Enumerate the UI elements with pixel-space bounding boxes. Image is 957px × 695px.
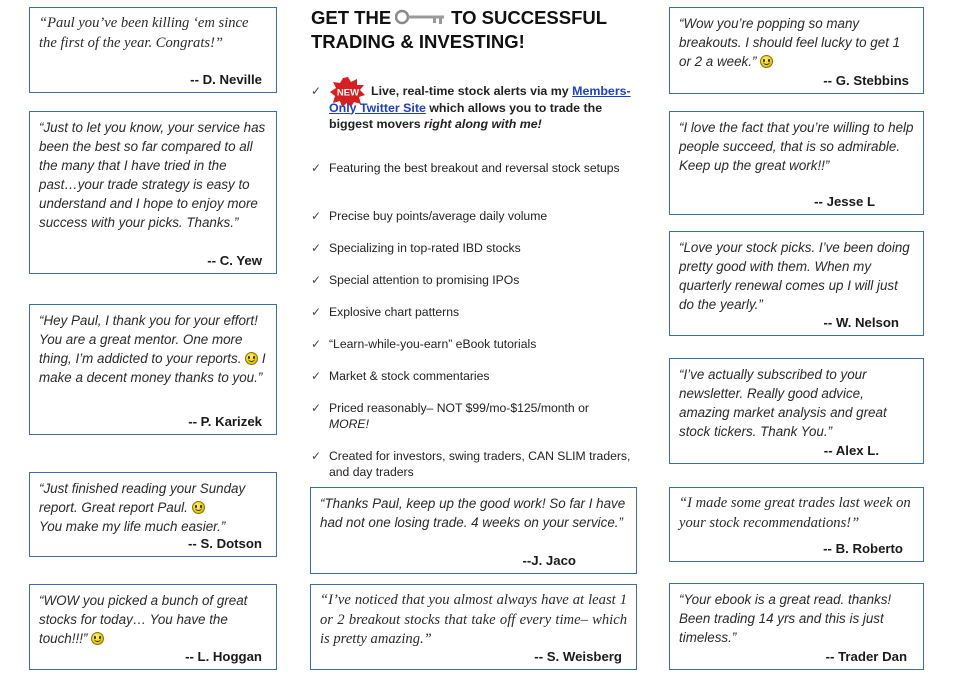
testimonial-quote: “Just to let you know, your service has been the best so far compared to all the many that I have tried in the past…your trade strategy is easy to understand and I hope to enjoy more success with your picks. Thanks.”: [39, 120, 266, 230]
feature-text: Created for investors, swing traders, CAN SLIM traders, and day traders: [329, 449, 631, 479]
testimonial-quote: [39, 311, 267, 387]
feature-text: [329, 83, 636, 133]
testimonial-author: -- C. Yew: [207, 253, 262, 268]
testimonial-card: [29, 7, 277, 93]
feature-text: Featuring the best breakout and reversal stock setups: [329, 161, 620, 175]
testimonial-card: [669, 487, 924, 562]
testimonial-author: -- Trader Dan: [825, 649, 907, 664]
headline-text: TRADING & INVESTING!: [311, 31, 525, 52]
testimonial-card: [29, 472, 277, 557]
testimonial-author: -- W. Nelson: [823, 315, 899, 330]
testimonial-author: --J. Jaco: [522, 553, 576, 568]
testimonial-quote: “Love your stock picks. I’ve been doing pretty good with them. When my quarterly renewal comes up I will just do the yearly.”: [679, 240, 910, 312]
checkmark-icon: ✓: [311, 241, 322, 255]
testimonial-card: [29, 304, 277, 435]
testimonial-author: -- S. Weisberg: [534, 649, 622, 664]
feature-text: [329, 400, 636, 432]
quote-text: “WOW you picked a bunch of great stocks for today… You have the touch!!!”: [39, 593, 248, 646]
checkmark-icon: ✓: [311, 449, 322, 463]
testimonial-card: [669, 111, 924, 215]
feature-text: Special attention to promising IPOs: [329, 273, 520, 287]
checkmark-icon: ✓: [311, 337, 322, 351]
testimonial-author: -- P. Karizek: [188, 414, 262, 429]
quote-text: “Just finished reading your Sunday report. Great report Paul.: [39, 481, 246, 515]
checkmark-icon: ✓: [311, 161, 322, 175]
testimonial-quote: “I’ve actually subscribed to your newsletter. Really good advice, amazing market analysis and great stock tickers. Thank You.”: [679, 367, 887, 439]
testimonial-quote: “Your ebook is a great read. thanks! Been trading 14 yrs and this is just timeless.”: [679, 592, 892, 645]
smiley-icon: [192, 501, 205, 514]
smiley-icon: [760, 55, 773, 68]
testimonial-card: [29, 584, 277, 670]
checkmark-icon: ✓: [311, 273, 322, 287]
list-item: [311, 83, 636, 153]
testimonial-quote: [39, 479, 267, 536]
page-title: [311, 6, 641, 53]
testimonial-author: -- Jesse L: [814, 194, 875, 209]
quote-text: I make a decent money thanks to you.”: [39, 351, 266, 385]
smiley-icon: [91, 632, 104, 645]
testimonial-card: [669, 231, 924, 336]
checkmark-icon: ✓: [311, 305, 322, 319]
feature-text-part: right along with me!: [424, 117, 542, 131]
testimonial-author: -- S. Dotson: [188, 536, 262, 551]
badge-text: NEW: [336, 87, 360, 99]
testimonial-card: [310, 584, 637, 670]
testimonial-author: -- Alex L.: [823, 443, 879, 458]
testimonial-quote: “I made some great trades last week on your stock recommendations!”: [679, 495, 911, 531]
testimonial-card: [669, 7, 924, 94]
quote-text: “Hey Paul, I thank you for your effort! You are a great mentor. One more thing, I’m addicted to your reports.: [39, 313, 258, 366]
headline-text: GET THE: [311, 7, 392, 28]
testimonial-card: [669, 583, 924, 670]
checkmark-icon: ✓: [311, 369, 322, 383]
feature-text: “Learn-while-you-earn” eBook tutorials: [329, 337, 537, 351]
feature-text: Specializing in top-rated IBD stocks: [329, 241, 521, 255]
quote-text: “Wow you’re popping so many breakouts. I should feel lucky to get 1 or 2 a week.”: [679, 16, 901, 69]
feature-text: Precise buy points/average daily volume: [329, 209, 548, 223]
checkmark-icon: ✓: [311, 209, 322, 223]
smiley-icon: [245, 352, 258, 365]
testimonial-author: -- L. Hoggan: [185, 649, 262, 664]
testimonial-quote: “Paul you’ve been killing ‘em since the first of the year. Congrats!”: [39, 15, 249, 51]
twitter-site-link[interactable]: Members-Only Twitter Site: [329, 84, 631, 115]
testimonial-card: [669, 358, 924, 464]
key-icon: [395, 7, 447, 30]
testimonial-quote: [679, 14, 914, 71]
testimonial-author: -- D. Neville: [190, 72, 262, 87]
headline-text: TO SUCCESSFUL: [451, 7, 608, 28]
testimonial-quote: “I love the fact that you’re willing to help people succeed, that is so admirable. Keep up the great work!!”: [679, 120, 914, 173]
testimonial-author: -- G. Stebbins: [823, 73, 909, 88]
feature-text-part: MORE!: [329, 417, 369, 431]
feature-text-part: Live, real-time stock alerts via my: [371, 84, 569, 98]
testimonial-card: [310, 487, 637, 574]
feature-text-part: Priced reasonably– NOT $99/mo-$125/month or: [329, 401, 589, 415]
quote-text: You make my life much easier.”: [39, 519, 226, 534]
checkmark-icon: ✓: [311, 401, 322, 415]
testimonial-quote: “I’ve noticed that you almost always have at least 1 or 2 breakout stocks that take off every time– which is pretty amazing.”: [320, 592, 627, 647]
feature-text: Market & stock commentaries: [329, 369, 490, 383]
checkmark-icon: ✓: [311, 84, 322, 98]
testimonial-quote: “Thanks Paul, keep up the good work! So far I have had not one losing trade. 4 weeks on your service.”: [320, 496, 626, 530]
feature-text: Explosive chart patterns: [329, 305, 460, 319]
testimonial-card: [29, 111, 277, 274]
feature-text-part: which allows you to trade the biggest movers: [329, 100, 603, 131]
testimonial-author: -- B. Roberto: [823, 541, 903, 556]
testimonial-quote: [39, 591, 267, 648]
